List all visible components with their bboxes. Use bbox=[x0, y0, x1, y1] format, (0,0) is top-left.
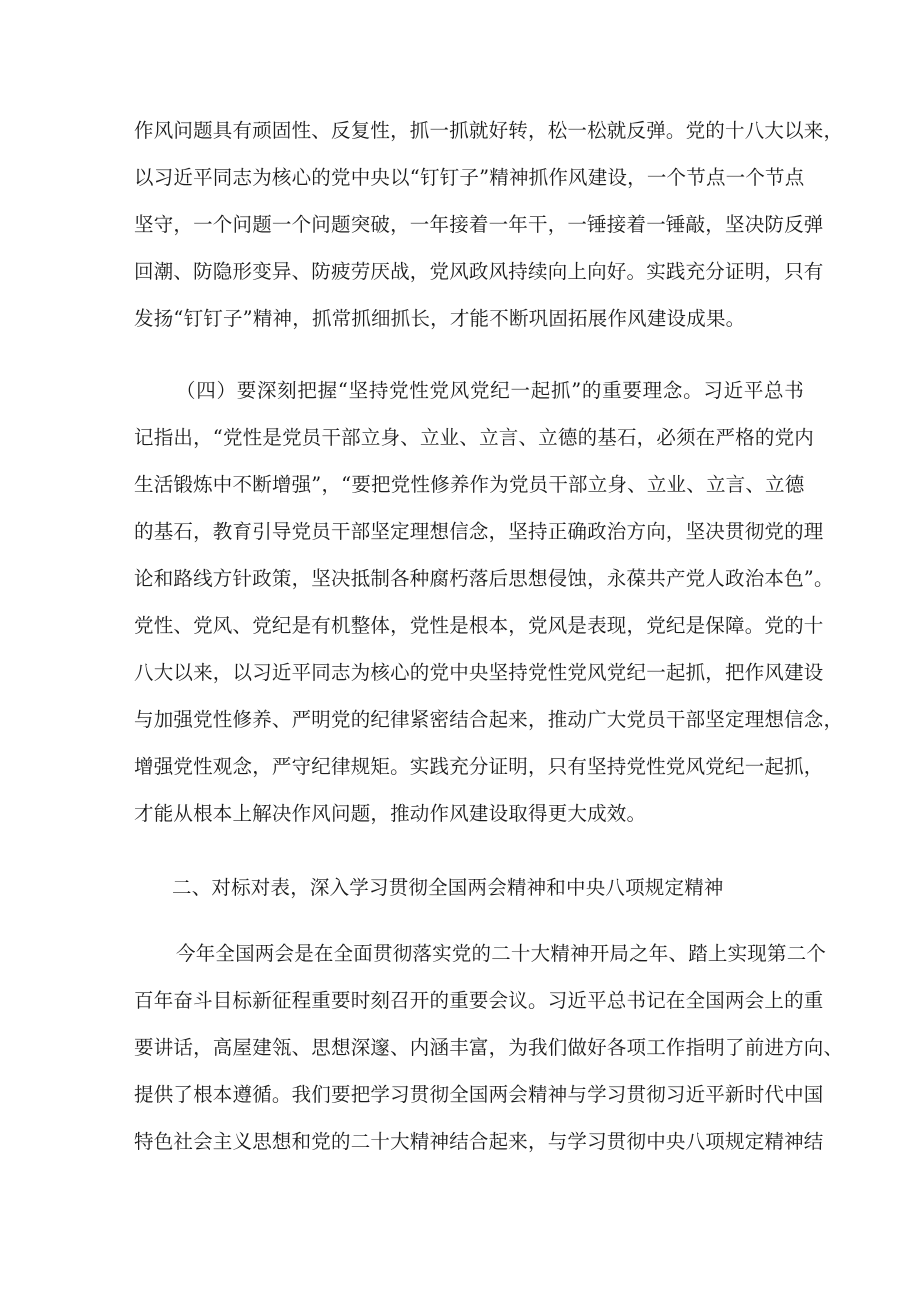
text-line: 增强党性观念，严守纪律规矩。实践充分证明，只有坚持党性党风党纪一起抓， bbox=[134, 755, 824, 778]
text-line: 与加强党性修养、严明党的纪律紧密结合起来，推动广大党员干部坚定理想信念， bbox=[134, 708, 844, 731]
paragraph bbox=[134, 941, 844, 1154]
text-line: 党性、党风、党纪是有机整体，党性是根本，党风是表现，党纪是保障。党的十 bbox=[134, 614, 824, 637]
paragraph bbox=[134, 378, 844, 826]
text-line: 提供了根本遵循。我们要把学习贯彻全国两会精神与学习贯彻习近平新时代中国 bbox=[134, 1083, 824, 1106]
text-line: 八大以来，以习近平同志为核心的党中央坚持党性党风党纪一起抓，把作风建设 bbox=[134, 661, 824, 684]
text-line: 以习近平同志为核心的党中央以“钉钉子”精神抓作风建设，一个节点一个节点 bbox=[134, 166, 805, 189]
text-line: 生活锻炼中不断增强”，“要把党性修养作为党员干部立身、立业、立言、立德 bbox=[134, 473, 805, 496]
text-line: 的基石，教育引导党员干部坚定理想信念，坚持正确政治方向，坚决贯彻党的理 bbox=[134, 520, 824, 543]
text-line: 才能从根本上解决作风问题，推动作风建设取得更大成效。 bbox=[134, 802, 647, 825]
text-line: 百年奋斗目标新征程重要时刻召开的重要会议。习近平总书记在全国两会上的重 bbox=[134, 989, 824, 1012]
text-line: 回潮、防隐形变异、防疲劳厌战，党风政风持续向上向好。实践充分证明，只有 bbox=[134, 260, 824, 283]
paragraph bbox=[134, 118, 844, 331]
text-line: 记指出，“党性是党员干部立身、立业、立言、立德的基石，必须在严格的党内 bbox=[134, 426, 814, 449]
text-line: 要讲话，高屋建瓴、思想深邃、内涵丰富，为我们做好各项工作指明了前进方向、 bbox=[134, 1036, 844, 1059]
section-heading bbox=[134, 875, 804, 900]
text-line: 特色社会主义思想和党的二十大精神结合起来，与学习贯彻中央八项规定精神结 bbox=[134, 1130, 824, 1153]
text-line: 二、对标对表，深入学习贯彻全国两会精神和中央八项规定精神 bbox=[172, 876, 724, 899]
text-line: 坚守，一个问题一个问题突破，一年接着一年干，一锤接着一锤敲，坚决防反弹 bbox=[134, 213, 824, 236]
text-line: 今年全国两会是在全面贯彻落实党的二十大精神开局之年、踏上实现第二个 bbox=[176, 942, 827, 965]
text-line: 作风问题具有顽固性、反复性，抓一抓就好转，松一松就反弹。党的十八大以来， bbox=[134, 119, 844, 142]
text-line: （四）要深刻把握“坚持党性党风党纪一起抓”的重要理念。习近平总书 bbox=[176, 379, 804, 402]
text-line: 论和路线方针政策，坚决抵制各种腐朽落后思想侵蚀，永葆共产党人政治本色”。 bbox=[134, 567, 834, 590]
text-line: 发扬“钉钉子”精神，抓常抓细抓长，才能不断巩固拓展作风建设成果。 bbox=[134, 307, 746, 330]
